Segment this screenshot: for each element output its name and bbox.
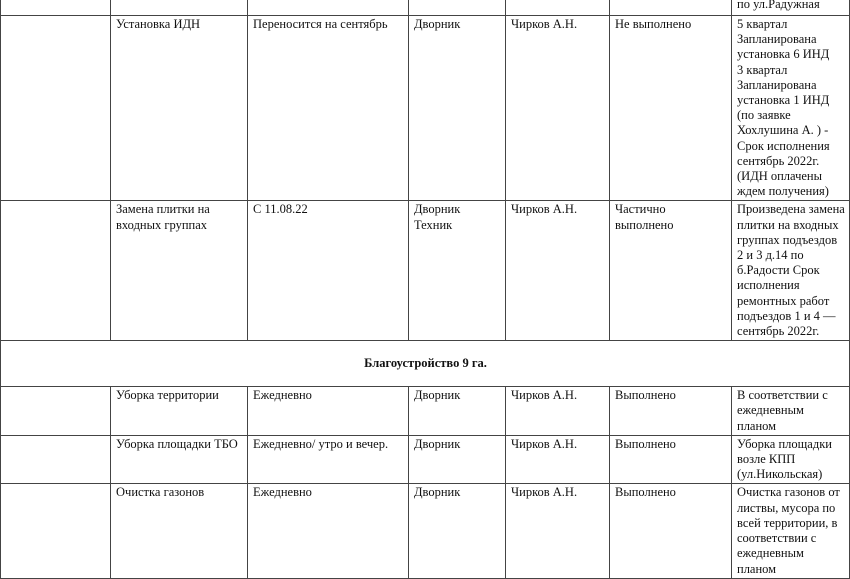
table-cell: [1, 0, 111, 16]
work-cell: Замена плитки на входных группах: [111, 201, 248, 341]
note-cell: Очистка газонов от листвы, мусора по всей территории, в соответствии с ежедневным планом: [732, 484, 850, 578]
period-cell: Ежедневно/ утро и вечер.: [248, 435, 409, 484]
executor-cell: Дворник: [409, 16, 506, 201]
responsible-cell: Чирков А.Н.: [506, 387, 610, 436]
period-cell: Ежедневно: [248, 387, 409, 436]
executor-cell: Дворник Техник: [409, 201, 506, 341]
note-cell: В соответствии с ежедневным планом: [732, 387, 850, 436]
note-cell: 5 квартал Запланирована установка 6 ИНД 3 квартал Запланирована установка 1 ИНД (по заявке Хохлушина А. ) - Срок исполнения сентябрь 2022г. (ИДН оплачены ждем получения): [732, 16, 850, 201]
responsible-cell: Чирков А.Н.: [506, 484, 610, 578]
table-row: [1, 387, 850, 436]
work-cell: Очистка газонов: [111, 484, 248, 578]
table-cell: [1, 435, 111, 484]
table-cell: [506, 0, 610, 16]
table-cell: [1, 201, 111, 341]
status-cell: Выполнено: [610, 435, 732, 484]
status-cell: Выполнено: [610, 484, 732, 578]
note-cell: по ул.Радужная: [732, 0, 850, 16]
table-row: [1, 0, 850, 16]
note-cell: Произведена замена плитки на входных группах подъездов 2 и 3 д.14 по б.Радости Срок исполнения ремонтных работ подъездов 1 и 4 — сентябрь 2022г.: [732, 201, 850, 341]
period-cell: Переносится на сентябрь: [248, 16, 409, 201]
status-cell: Выполнено: [610, 387, 732, 436]
work-cell: Установка ИДН: [111, 16, 248, 201]
period-cell: Ежедневно: [248, 484, 409, 578]
status-cell: Частично выполнено: [610, 201, 732, 341]
status-cell: Не выполнено: [610, 16, 732, 201]
work-cell: Уборка территории: [111, 387, 248, 436]
executor-cell: Дворник: [409, 484, 506, 578]
table-cell: [111, 0, 248, 16]
table-cell: [1, 16, 111, 201]
table-cell: [610, 0, 732, 16]
table-cell: [1, 484, 111, 578]
period-cell: С 11.08.22: [248, 201, 409, 341]
table-cell: [409, 0, 506, 16]
table-cell: [1, 387, 111, 436]
note-cell: Уборка площадки возле КПП (ул.Никольская): [732, 435, 850, 484]
executor-cell: Дворник: [409, 435, 506, 484]
table-cell: [248, 0, 409, 16]
responsible-cell: Чирков А.Н.: [506, 16, 610, 201]
responsible-cell: Чирков А.Н.: [506, 435, 610, 484]
section-row: [1, 341, 850, 387]
table-row: [1, 16, 850, 201]
table-row: [1, 201, 850, 341]
table-row: [1, 484, 850, 578]
executor-cell: Дворник: [409, 387, 506, 436]
responsible-cell: Чирков А.Н.: [506, 201, 610, 341]
table-row: [1, 435, 850, 484]
work-cell: Уборка площадки ТБО: [111, 435, 248, 484]
section-title: Благоустройство 9 га.: [1, 341, 850, 387]
